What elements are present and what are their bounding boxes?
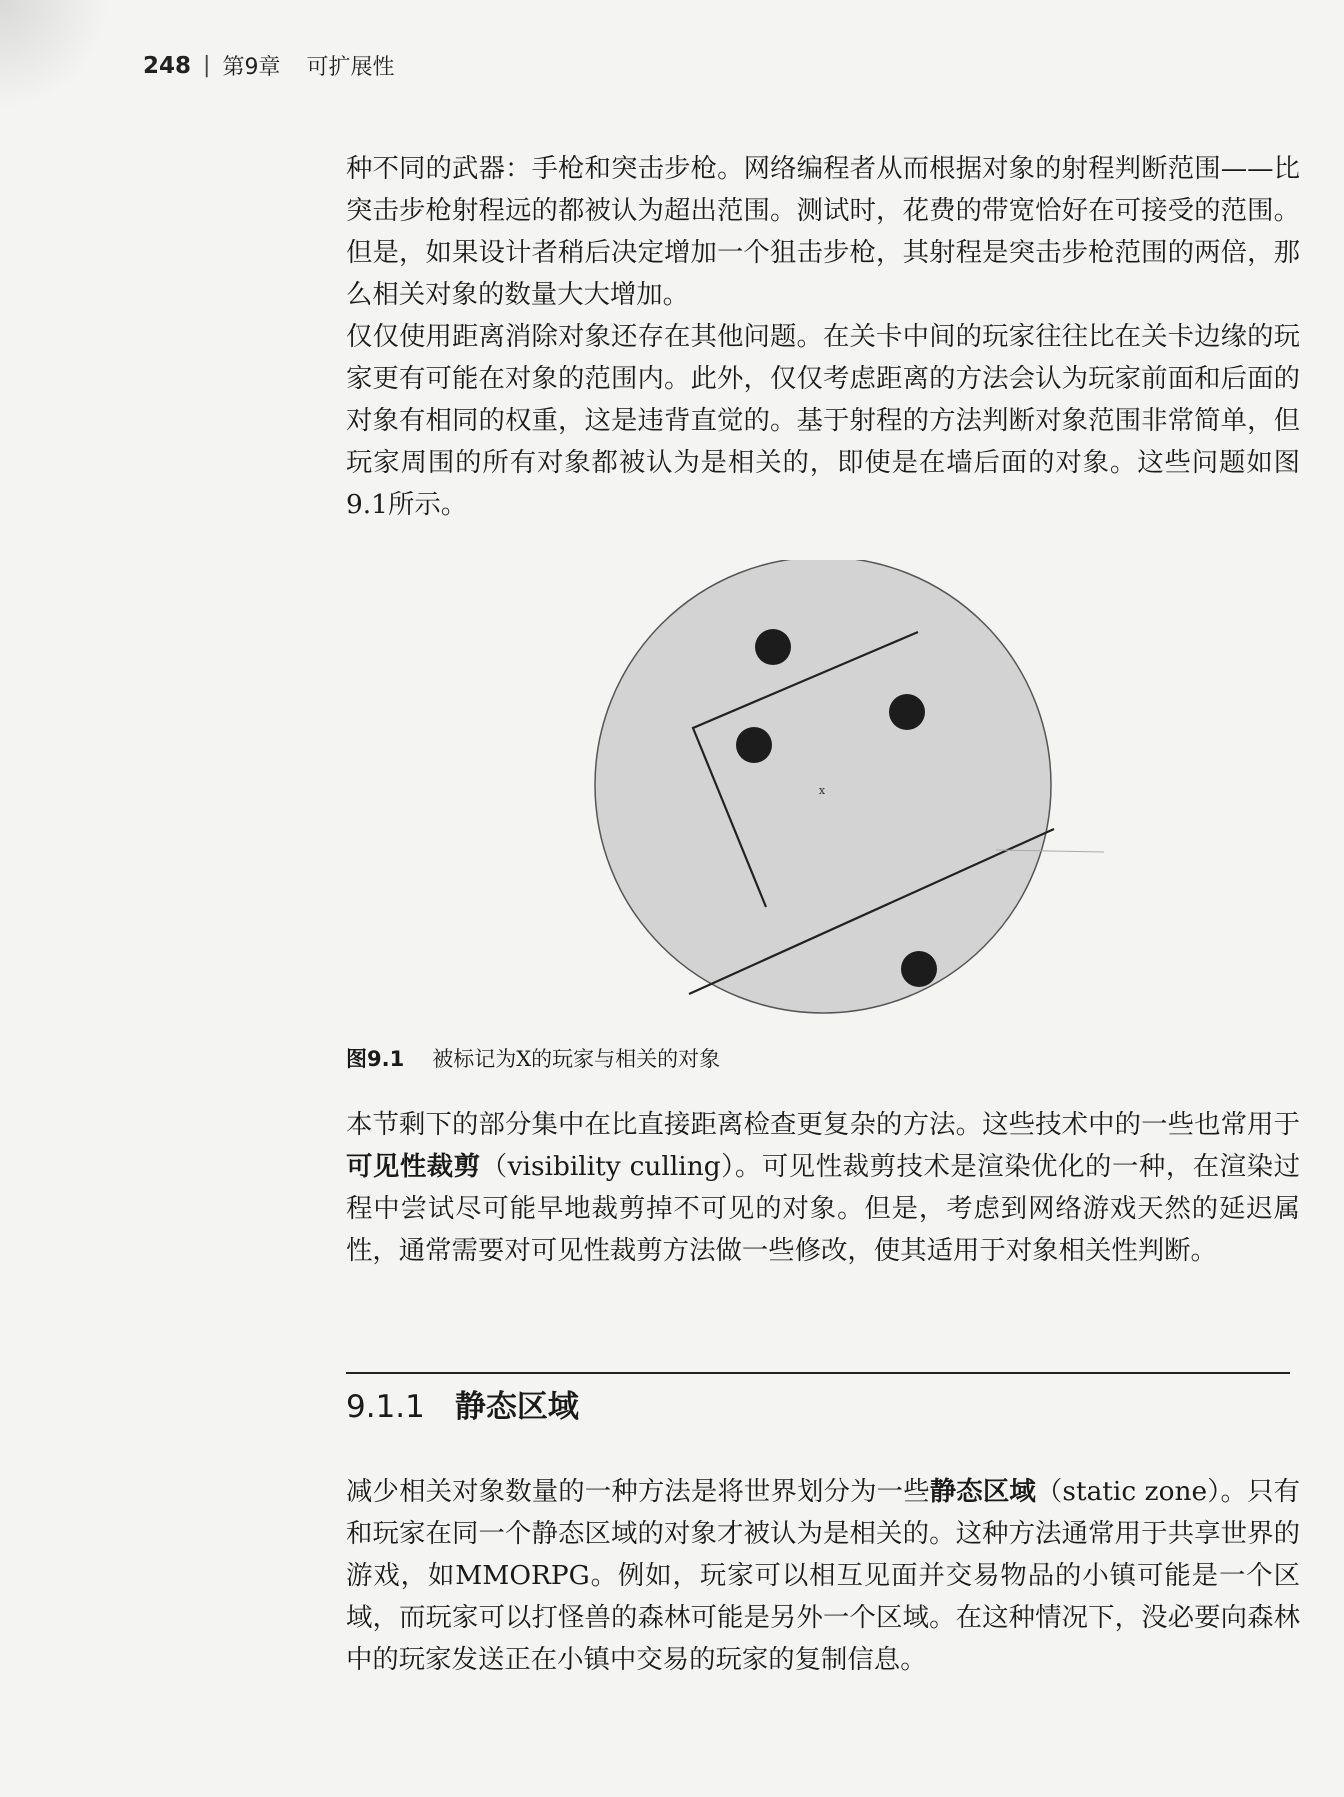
- body-text-static-zone: [346, 1471, 1300, 1681]
- object-dot-inside: [736, 727, 772, 763]
- player-marker: x: [818, 784, 826, 797]
- object-dot-right: [889, 694, 925, 730]
- running-header: [143, 50, 394, 81]
- culling-text-before: 本节剩下的部分集中在比直接距离检查更复杂的方法。这些技术中的一些也常用于: [346, 1109, 1300, 1140]
- page-shadow: [0, 0, 110, 110]
- paragraph-static-zone: [346, 1471, 1300, 1681]
- relevance-diagram: [576, 560, 1136, 1030]
- chapter-number: 第9章: [222, 55, 281, 80]
- paragraph-weapons: 种不同的武器：手枪和突击步枪。网络编程者从而根据对象的射程判断范围——比突击步枪射程远的都被认为超出范围。测试时，花费的带宽恰好在可接受的范围。但是，如果设计者稍后决定增加一个狙击步枪，其射程是突击步枪范围的两倍，那么相关对象的数量大大增加。: [346, 153, 1300, 310]
- paragraph-visibility-culling: [346, 1104, 1300, 1272]
- chapter-title: 可扩展性: [306, 55, 395, 80]
- term-static-zone: 静态区域: [929, 1476, 1036, 1507]
- static-text-after: （static zone）。只有和玩家在同一个静态区域的对象才被认为是相关的。这种方法通常用于共享世界的游戏，如MMORPG。例如，玩家可以相互见面并交易物品的小镇可能是一个区域，而玩家可以打怪兽的森林可能是另外一个区域。在这种情况下，没必要向森林中的玩家发送正在小镇中交易的玩家的复制信息。: [346, 1476, 1301, 1675]
- section-heading: [346, 1381, 579, 1426]
- figure-label: 图9.1: [346, 1047, 405, 1071]
- body-text-top: [346, 148, 1300, 526]
- object-dot-behind-wall: [901, 951, 937, 987]
- term-visibility-culling: 可见性裁剪: [346, 1151, 481, 1182]
- figure-caption-text: 被标记为X的玩家与相关的对象: [432, 1047, 721, 1071]
- culling-text-after: （visibility culling）。可见性裁剪技术是渲染优化的一种，在渲染过程中尝试尽可能早地裁剪掉不可见的对象。但是，考虑到网络游戏天然的延迟属性，通常需要对可见性裁剪方法做一些修改，使其适用于对象相关性判断。: [346, 1151, 1300, 1266]
- figure-caption: [346, 1043, 720, 1073]
- section-number: 9.1.1: [346, 1389, 425, 1425]
- section-title: 静态区域: [454, 1389, 579, 1425]
- figure-9-1: [576, 560, 1136, 1030]
- paragraph-distance-problems: 仅仅使用距离消除对象还存在其他问题。在关卡中间的玩家往往比在关卡边缘的玩家更有可能在对象的范围内。此外，仅仅考虑距离的方法会认为玩家前面和后面的对象有相同的权重，这是违背直觉的。基于射程的方法判断对象范围非常简单，但玩家周围的所有对象都被认为是相关的，即使是在墙后面的对象。这些问题如图9.1所示。: [346, 321, 1300, 520]
- body-text-middle: [346, 1104, 1300, 1272]
- section-divider: [346, 1372, 1290, 1374]
- header-separator: |: [203, 53, 211, 78]
- page-number: 248: [143, 52, 192, 79]
- object-dot-outside-top: [755, 629, 791, 665]
- static-text-before: 减少相关对象数量的一种方法是将世界划分为一些: [346, 1476, 930, 1507]
